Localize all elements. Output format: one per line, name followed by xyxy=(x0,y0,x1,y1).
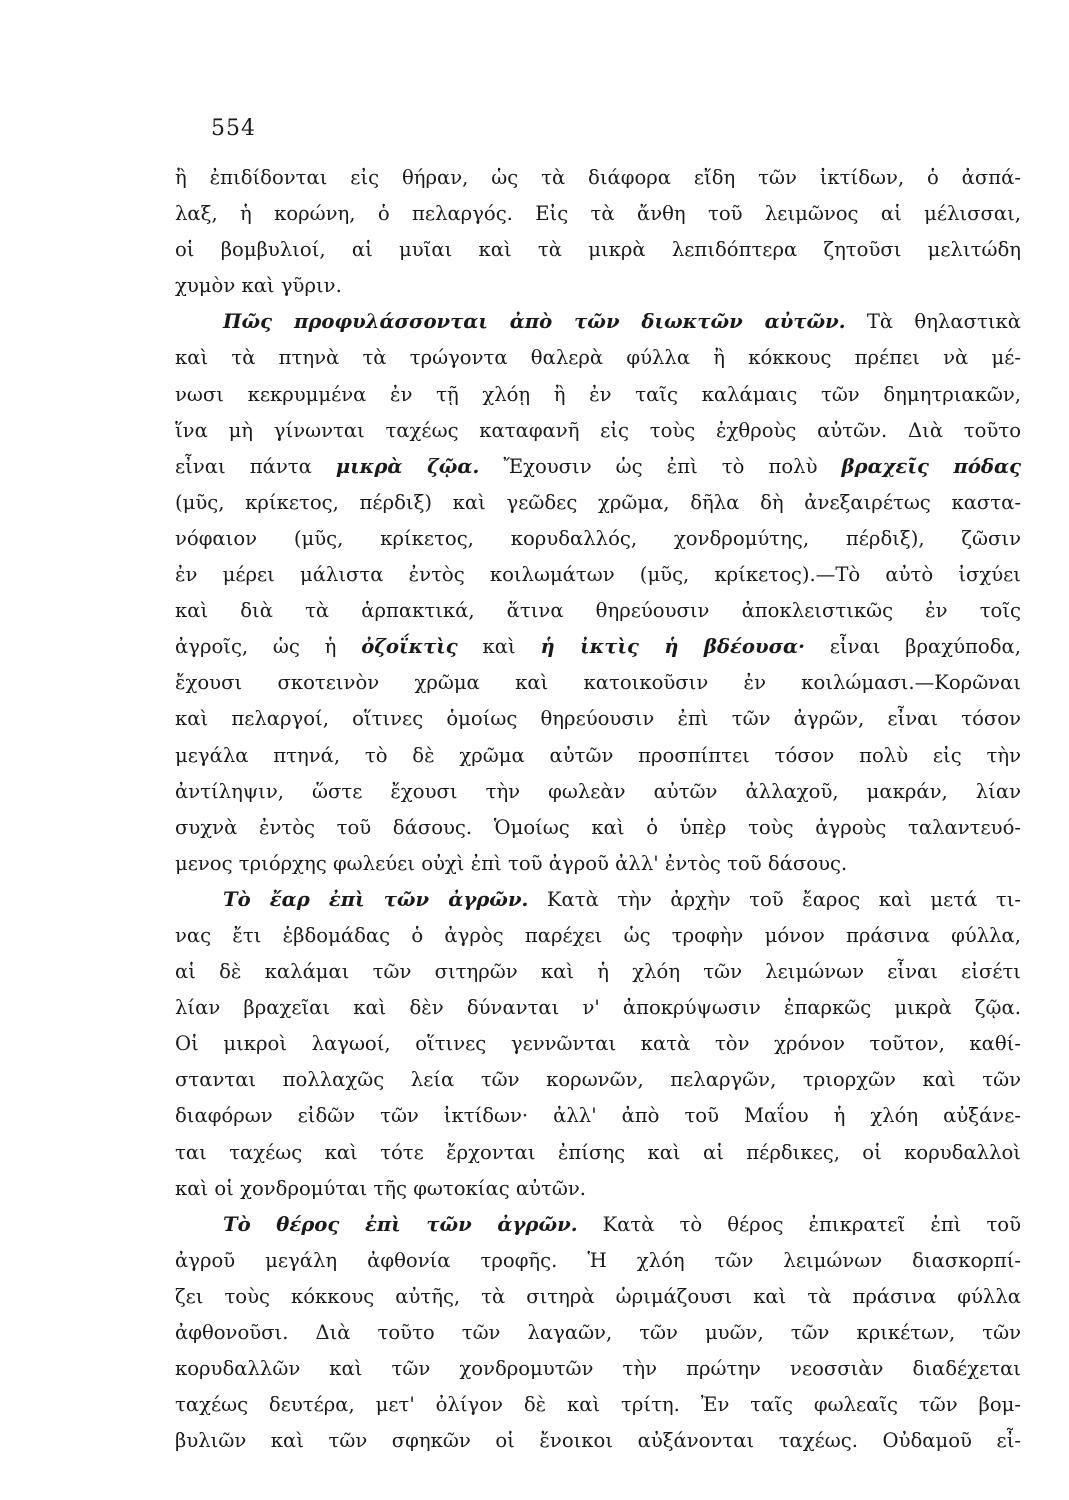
text-line xyxy=(175,1423,1021,1459)
text-run: (μῦς, κρίκετος, πέρδιξ) καὶ γεῶδες χρῶμα, δῆλα δὴ ἀνεξαιρέτως καστα- xyxy=(175,490,1021,514)
text-run: καὶ τὰ πτηνὰ τὰ τρώγοντα θαλερὰ φύλλα ἢ κόκκους πρέπει νὰ μέ- xyxy=(175,346,1021,370)
text-line xyxy=(175,521,1021,557)
text-run: στανται πολλαχῶς λεία τῶν κορωνῶν, πελαργῶν, τριορχῶν καὶ τῶν xyxy=(175,1068,1021,1092)
text-line xyxy=(175,738,1021,774)
text-run: ἀγροῦ μεγάλη ἀφθονία τροφῆς. Ἡ χλόη τῶν λειμώνων διασκορπί- xyxy=(175,1248,1021,1272)
text-line xyxy=(175,485,1021,521)
emphasized-term: μικρὰ ζῷα. xyxy=(335,454,480,478)
text-run: χυμὸν καὶ γῦριν. xyxy=(175,274,342,298)
text-line xyxy=(175,1062,1021,1098)
text-run: Τὰ θηλαστικὰ xyxy=(845,310,1021,334)
text-run: διαφόρων εἰδῶν τῶν ἰκτίδων· ἀλλ' ἀπὸ τοῦ Μαΐου ἡ χλόη αὐξάνε- xyxy=(175,1104,1021,1128)
text-run: μεγάλα πτηνά, τὸ δὲ χρῶμα αὐτῶν προσπίπτει τόσον πολὺ εἰς τὴν xyxy=(175,743,1021,767)
emphasized-term: ὀζοΐκτὶς xyxy=(361,635,458,659)
text-run: εἶναι πάντα xyxy=(175,454,336,478)
text-line xyxy=(175,629,1021,665)
text-run: ἔχουσι σκοτεινὸν χρῶμα καὶ κατοικοῦσιν ἐν κοιλώμασι.—Κορῶναι xyxy=(175,671,1021,695)
text-run: ἀγροῖς, ὡς ἡ xyxy=(175,635,362,659)
text-line xyxy=(175,1171,1021,1207)
text-line xyxy=(175,665,1021,701)
text-line xyxy=(175,882,1021,918)
text-line xyxy=(175,701,1021,737)
text-run: λαξ, ἡ κορώνη, ὁ πελαργός. Εἰς τὰ ἄνθη τοῦ λειμῶνος αἱ μέλισσαι, xyxy=(175,202,1021,226)
text-line xyxy=(175,196,1021,232)
text-line xyxy=(175,810,1021,846)
text-line xyxy=(175,1387,1021,1423)
section-heading: Τὸ θέρος ἐπὶ τῶν ἀγρῶν. xyxy=(223,1212,578,1236)
text-run: νας ἔτι ἑβδομάδας ὁ ἀγρὸς παρέχει ὡς τροφὴν μόνον πράσινα φύλλα, xyxy=(175,923,1021,947)
text-run: καὶ οἱ χονδρομύται τῆς φωτοκίας αὐτῶν. xyxy=(175,1176,586,1200)
text-line xyxy=(175,413,1021,449)
text-run: ται ταχέως καὶ τότε ἔρχονται ἐπίσης καὶ αἱ πέρδικες, οἱ κορυδαλλοὶ xyxy=(175,1140,1021,1164)
text-run: βυλιῶν καὶ τῶν σφηκῶν οἱ ἔνοικοι αὐξάνονται ταχέως. Οὐδαμοῦ εἶ- xyxy=(175,1429,1021,1453)
text-line xyxy=(175,774,1021,810)
text-run: ἀντίληψιν, ὥστε ἔχουσι τὴν φωλεὰν αὐτῶν ἀλλαχοῦ, μακράν, λίαν xyxy=(175,779,1021,803)
text-line xyxy=(175,557,1021,593)
text-run: ἀφθονοῦσι. Διὰ τοῦτο τῶν λαγαῶν, τῶν μυῶν, τῶν κρικέτων, τῶν xyxy=(175,1321,1021,1344)
text-line xyxy=(175,593,1021,629)
text-run: λίαν βραχεῖαι καὶ δὲν δύνανται ν' ἀποκρύψωσιν ἐπαρκῶς μικρὰ ζῷα. xyxy=(175,996,1021,1020)
text-run: καὶ xyxy=(457,635,541,659)
text-line xyxy=(175,954,1021,990)
text-line xyxy=(175,1351,1021,1387)
text-line xyxy=(175,1135,1021,1171)
section-heading: Πῶς προφυλάσσονται ἀπὸ τῶν διωκτῶν αὐτῶν. xyxy=(223,310,846,334)
text-line xyxy=(175,1279,1021,1315)
text-line xyxy=(175,449,1021,485)
text-line xyxy=(175,340,1021,376)
text-line xyxy=(175,160,1021,196)
text-run: ἐν μέρει μάλιστα ἐντὸς κοιλωμάτων (μῦς, κρίκετος).—Τὸ αὐτὸ ἰσχύει xyxy=(175,563,1021,587)
text-line xyxy=(175,377,1021,413)
text-line xyxy=(175,1026,1021,1062)
text-run: μενος τριόρχης φωλεύει οὐχὶ ἐπὶ τοῦ ἀγροῦ ἀλλ' ἐντὸς τοῦ δάσους. xyxy=(175,851,848,875)
text-run: νωσι κεκρυμμένα ἐν τῇ χλόῃ ἢ ἐν ταῖς καλάμαις τῶν δημητριακῶν, xyxy=(175,382,1021,406)
text-run: καὶ πελαργοί, οἵτινες ὁμοίως θηρεύουσιν ἐπὶ τῶν ἀγρῶν, εἶναι τόσον xyxy=(175,707,1021,731)
text-run: αἱ δὲ καλάμαι τῶν σιτηρῶν καὶ ἡ χλόη τῶν λειμώνων εἶναι εἰσέτι xyxy=(175,960,1021,984)
text-run: οἱ βομβυλιοί, αἱ μυῖαι καὶ τὰ μικρὰ λεπιδόπτερα ζητοῦσι μελιτώδη xyxy=(175,238,1021,262)
text-line xyxy=(175,268,1021,304)
text-run: Κατὰ τὴν ἀρχὴν τοῦ ἔαρος καὶ μετά τι- xyxy=(528,887,1021,911)
text-run: Οἱ μικροὶ λαγωοί, οἵτινες γεννῶνται κατὰ τὸν χρόνον τοῦτον, καθί- xyxy=(175,1032,1021,1056)
text-line xyxy=(175,1315,1021,1351)
text-run: Κατὰ τὸ θέρος ἐπικρατεῖ ἐπὶ τοῦ xyxy=(577,1212,1021,1236)
text-run: νόφαιον (μῦς, κρίκετος, κορυδαλλός, χονδρομύτης, πέρδιξ), ζῶσιν xyxy=(175,526,1021,550)
text-line xyxy=(175,990,1021,1026)
text-run: καὶ διὰ τὰ ἁρπακτικά, ἅτινα θηρεύουσιν ἀποκλειστικῶς ἐν τοῖς xyxy=(175,599,1021,623)
text-line xyxy=(175,1243,1021,1279)
text-run: ἢ ἐπιδίδονται εἰς θήραν, ὡς τὰ διάφορα εἴδη τῶν ἰκτίδων, ὁ ἀσπά- xyxy=(175,166,1021,189)
text-run: συχνὰ ἐντὸς τοῦ δάσους. Ὁμοίως καὶ ὁ ὑπὲρ τοὺς ἀγροὺς ταλαντευό- xyxy=(175,815,1021,839)
text-line xyxy=(175,304,1021,340)
body-text xyxy=(175,160,1021,1459)
text-run: κορυδαλλῶν καὶ τῶν χονδρομυτῶν τὴν πρώτην νεοσσιὰν διαδέχεται xyxy=(175,1357,1021,1381)
page-number: 554 xyxy=(211,116,256,141)
text-run: ταχέως δευτέρα, μετ' ὀλίγον δὲ καὶ τρίτη. Ἐν ταῖς φωλεαῖς τῶν βομ- xyxy=(175,1393,1021,1417)
text-run: εἶναι βραχύποδα, xyxy=(804,635,1021,659)
text-line xyxy=(175,1098,1021,1134)
text-run: ζει τοὺς κόκκους αὐτῆς, τὰ σιτηρὰ ὡριμάζουσι καὶ τὰ πράσινα φύλλα xyxy=(175,1284,1021,1308)
text-run: ἵνα μὴ γίνωνται ταχέως καταφανῆ εἰς τοὺς ἐχθροὺς αὐτῶν. Διὰ τοῦτο xyxy=(175,418,1021,442)
emphasized-term: ἡ ἰκτὶς ἡ βδέουσα· xyxy=(540,635,805,659)
section-heading: Τὸ ἔαρ ἐπὶ τῶν ἀγρῶν. xyxy=(223,887,529,911)
text-line xyxy=(175,1207,1021,1243)
text-line xyxy=(175,232,1021,268)
text-line xyxy=(175,846,1021,882)
emphasized-term: βραχεῖς πόδας xyxy=(841,454,1021,478)
text-line xyxy=(175,918,1021,954)
text-run: Ἔχουσιν ὡς ἐπὶ τὸ πολὺ xyxy=(479,454,842,478)
